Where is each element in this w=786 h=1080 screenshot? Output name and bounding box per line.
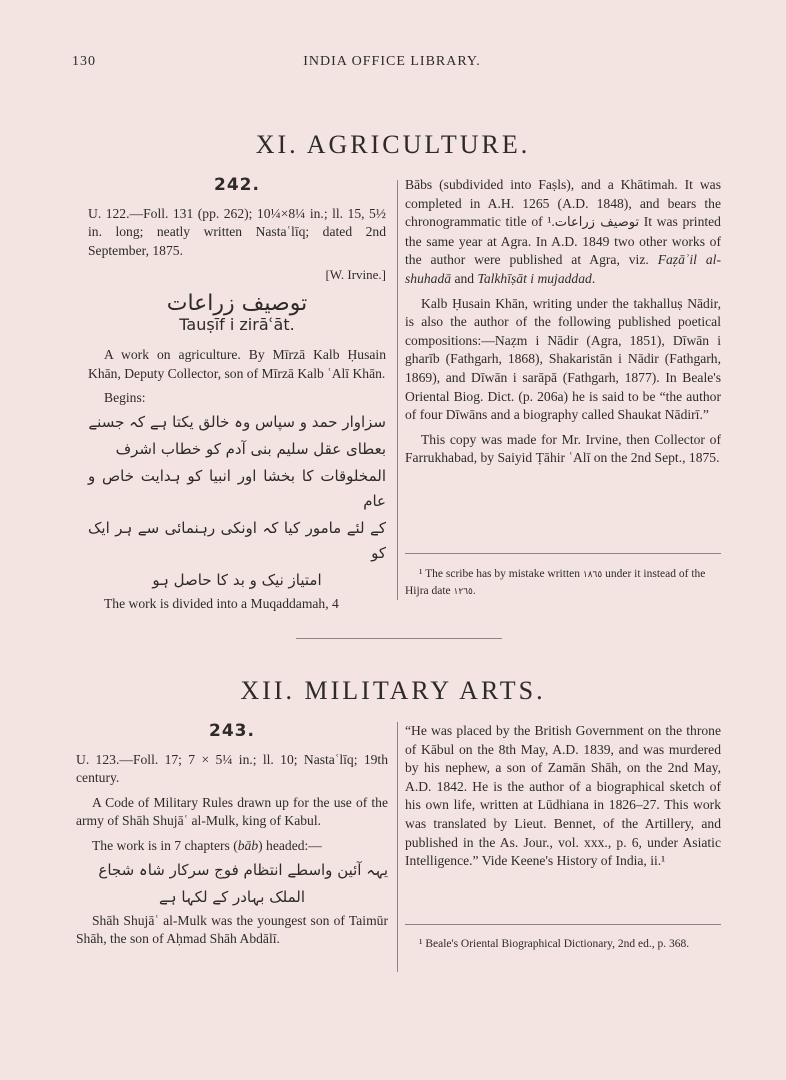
urdu-begins-line: المخلوقات کا بخشا اور انبیا کو ہدایت خاص و عام — [88, 466, 386, 510]
urdu-title: توصیف زراعات — [166, 290, 308, 316]
column-divider — [397, 722, 398, 972]
entry-243-right-column — [405, 722, 721, 877]
right-paragraph-2: Kalb Ḥusain Khān, writing under the takhalluṣ Nādir, is also the author of the following published poetical compositions:—Naẓm i Nādir (Agra, 1851), Dīwān i gharīb (Fathgarh, 1868), Shakaristān i Nādir (Fathgarh, 1869), and Dīwān i sarāpā (Fathgarh, 1877). In Beale's Oriental Biog. Dict. (p. 206a) he is said to be “the author of four Dīwāns and a biography called Shaukat Nādirī.” — [405, 295, 721, 423]
entry-paragraph-3: Shāh Shujāʿ al-Mulk was the youngest son of Taimūr Shāh, the son of Aḥmad Shāh Abdālī. — [76, 912, 388, 947]
footnote-242: ¹ The scribe has by mistake written ١٨٦٥ under it instead of the Hijra date ١٢٦٥. — [405, 568, 706, 597]
entry-attribution: [W. Irvine.] — [325, 267, 386, 283]
entry-description: A work on agriculture. By Mīrzā Kalb Ḥusain Khān, Deputy Collector, son of Mīrzā Kalb ʿAlī Khān. — [88, 347, 386, 381]
right-paragraph-3: This copy was made for Mr. Irvine, then Collector of Farrukhabad, by Saiyid Ṭāhir ʿAlī on the 2nd Sept., 1875. — [405, 431, 721, 466]
page-number: 130 — [72, 54, 96, 69]
transliterated-title: Tauṣīf i zirāʿāt. — [179, 314, 295, 334]
running-header — [72, 54, 712, 72]
begins-label: Begins: — [104, 390, 146, 406]
section-separator — [296, 638, 502, 639]
right-paragraph-1: Bābs (subdivided into Faṣls), and a Khātimah. It was completed in A.H. 1265 (A.D. 1848), and bears the chronogrammatic title of توصیف زراعات.¹ It was printed the same year at Agra. In A.D. 1849 two other works of the author were published at Agra, viz. Faẓāʾil al-shuhadā and Talkhīṣāt i mujaddad. — [405, 177, 721, 286]
chapters-text: The work is in 7 chapters (bāb) headed:— — [92, 837, 322, 853]
entry-242-right-column — [405, 176, 721, 474]
footnote-rule — [405, 553, 721, 554]
section-title-agriculture: XI. AGRICULTURE. — [255, 130, 531, 159]
urdu-inline-title: توصیف زراعات — [554, 215, 640, 231]
urdu-heading-line: یہہ آئین واسطے انتظام فوج سرکار شاہ شجاع — [98, 860, 388, 879]
entry-description: A Code of Military Rules drawn up for the use of the army of Shāh Shujāʿ al-Mulk, king of Kabul. — [76, 794, 388, 829]
entry-242-left-column — [88, 176, 386, 620]
column-divider — [397, 180, 398, 600]
section-title-military-arts: XII. MILITARY ARTS. — [240, 676, 546, 705]
entry-number: 242. — [214, 175, 260, 195]
urdu-begins-line: بعطای عقل سلیم بنی آدم کو خطاب اشرف — [115, 439, 386, 458]
footnote-rule — [405, 924, 721, 925]
urdu-begins-line: کے لئے مامور کیا کہ اونکی رہنمائی سے ہر ایک کو — [88, 518, 386, 562]
urdu-heading-line: الملک بہادر کے لکہا ہے — [158, 887, 306, 906]
entry-243-left-column — [76, 722, 388, 955]
entry-meta: U. 122.—Foll. 131 (pp. 262); 10¼×8¼ in.; ll. 15, 5½ in. long; neatly written Nastaʿlīq; dated 2nd September, 1875. — [88, 205, 386, 258]
running-title: INDIA OFFICE LIBRARY. — [303, 54, 481, 69]
urdu-begins-line: امتیاز نیک و بد کا حاصل ہو — [152, 570, 322, 589]
right-paragraph-1: “He was placed by the British Government on the throne of Kābul on the 8th May, A.D. 1839, and was murdered by his nephew, a son of Zamān Shāh, on the 2nd May, A.D. 1842. He is the author of a biographical sketch of his own life, written at Lūdhiana in 1826–27. This work was translated by Lieut. Bennet, of the Artillery, and published in the As. Jour., vol. xxx., p. 6, under Asiatic Intelligence.” Vide Keene's History of India, ii.¹ — [405, 723, 721, 869]
divided-text: The work is divided into a Muqaddamah, 4 — [104, 595, 339, 611]
urdu-begins-line: سزاوار حمد و سپاس وہ خالق یکتا ہے کہ جسنے — [88, 412, 386, 431]
footnote-243: ¹ Beale's Oriental Biographical Dictionary, 2nd ed., p. 368. — [419, 938, 690, 950]
entry-meta: U. 123.—Foll. 17; 7 × 5¼ in.; ll. 10; Nastaʿlīq; 19th century. — [76, 751, 388, 786]
entry-number: 243. — [209, 721, 255, 741]
